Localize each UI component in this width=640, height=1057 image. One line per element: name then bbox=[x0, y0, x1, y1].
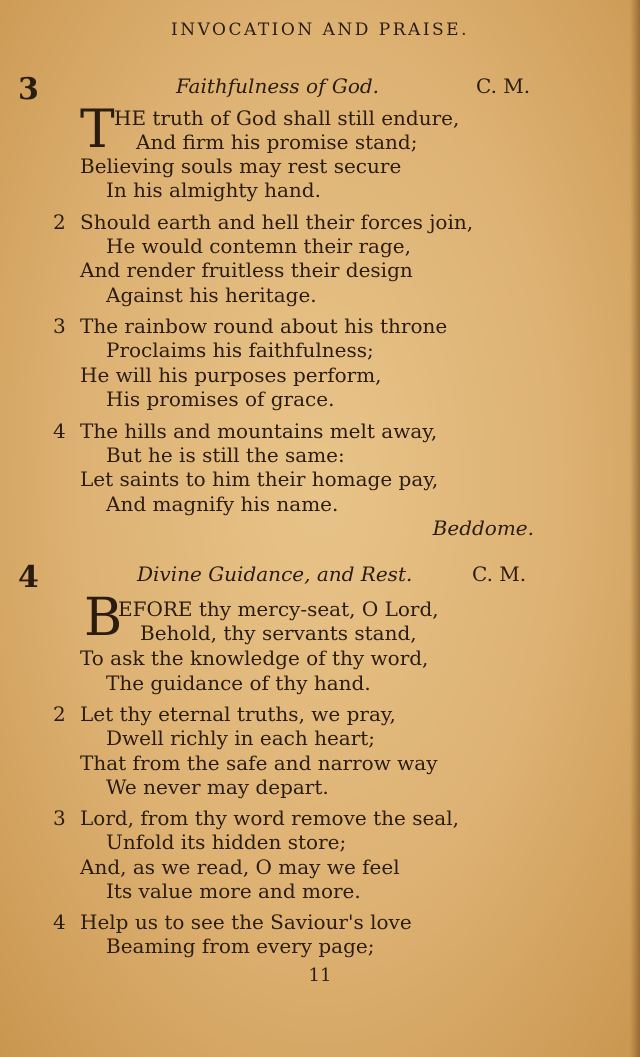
verse-line: The hills and mountains melt away, bbox=[80, 419, 438, 443]
verse-number: 3 bbox=[53, 806, 66, 830]
verse-number: 4 bbox=[53, 419, 66, 443]
verse-line: He will his purposes perform, bbox=[80, 363, 382, 387]
hymn-meter: C. M. bbox=[476, 74, 531, 98]
drop-cap: T bbox=[80, 100, 115, 160]
verse-line: Against his heritage. bbox=[106, 283, 317, 307]
hymn-title: Faithfulness of God. bbox=[176, 74, 380, 98]
verse-line: Its value more and more. bbox=[106, 879, 361, 903]
drop-cap: B bbox=[84, 588, 123, 648]
verse-line: And render fruitless their design bbox=[80, 258, 413, 282]
verse-line: His promises of grace. bbox=[106, 387, 335, 411]
verse-line: Believing souls may rest secure bbox=[80, 154, 402, 178]
verse-line: In his almighty hand. bbox=[106, 178, 321, 202]
verse-line: Unfold its hidden store; bbox=[106, 830, 347, 854]
verse-line: Lord, from thy word remove the seal, bbox=[80, 806, 459, 830]
verse-line: HE truth of God shall still endure, bbox=[114, 106, 460, 130]
verse-number: 2 bbox=[53, 702, 66, 726]
verse-line: Let thy eternal truths, we pray, bbox=[80, 702, 396, 726]
verse-line: But he is still the same: bbox=[106, 443, 345, 467]
verse-number: 3 bbox=[53, 314, 66, 338]
hymn-author: Beddome. bbox=[432, 516, 534, 540]
verse-line: Help us to see the Saviour's love bbox=[80, 910, 412, 934]
verse-line: Should earth and hell their forces join, bbox=[80, 210, 474, 234]
verse-line: And, as we read, O may we feel bbox=[80, 855, 400, 879]
verse-number: 2 bbox=[53, 210, 66, 234]
running-header: INVOCATION AND PRAISE. bbox=[170, 20, 469, 40]
verse-line: Beaming from every page; bbox=[106, 934, 375, 958]
verse-line: And firm his promise stand; bbox=[136, 130, 418, 154]
verse-line: Proclaims his faithfulness; bbox=[106, 338, 374, 362]
verse-line: The guidance of thy hand. bbox=[106, 671, 371, 695]
verse-line: To ask the knowledge of thy word, bbox=[80, 646, 429, 670]
verse-line: He would contemn their rage, bbox=[106, 234, 411, 258]
verse-line: And magnify his name. bbox=[106, 492, 339, 516]
verse-number: 4 bbox=[53, 910, 66, 934]
hymn-number: 3 bbox=[18, 72, 39, 107]
verse-line: We never may depart. bbox=[106, 775, 329, 799]
verse-line: Let saints to him their homage pay, bbox=[80, 467, 439, 491]
page-number: 11 bbox=[308, 965, 332, 986]
verse-line: EFORE thy mercy-seat, O Lord, bbox=[118, 597, 439, 621]
verse-line: Dwell richly in each heart; bbox=[106, 726, 376, 750]
hymn-meter: C. M. bbox=[472, 562, 527, 586]
hymn-number: 4 bbox=[18, 560, 39, 595]
verse-line: The rainbow round about his throne bbox=[80, 314, 448, 338]
verse-line: Behold, thy servants stand, bbox=[140, 621, 417, 645]
verse-line: That from the safe and narrow way bbox=[80, 751, 438, 775]
hymn-title: Divine Guidance, and Rest. bbox=[137, 562, 413, 586]
